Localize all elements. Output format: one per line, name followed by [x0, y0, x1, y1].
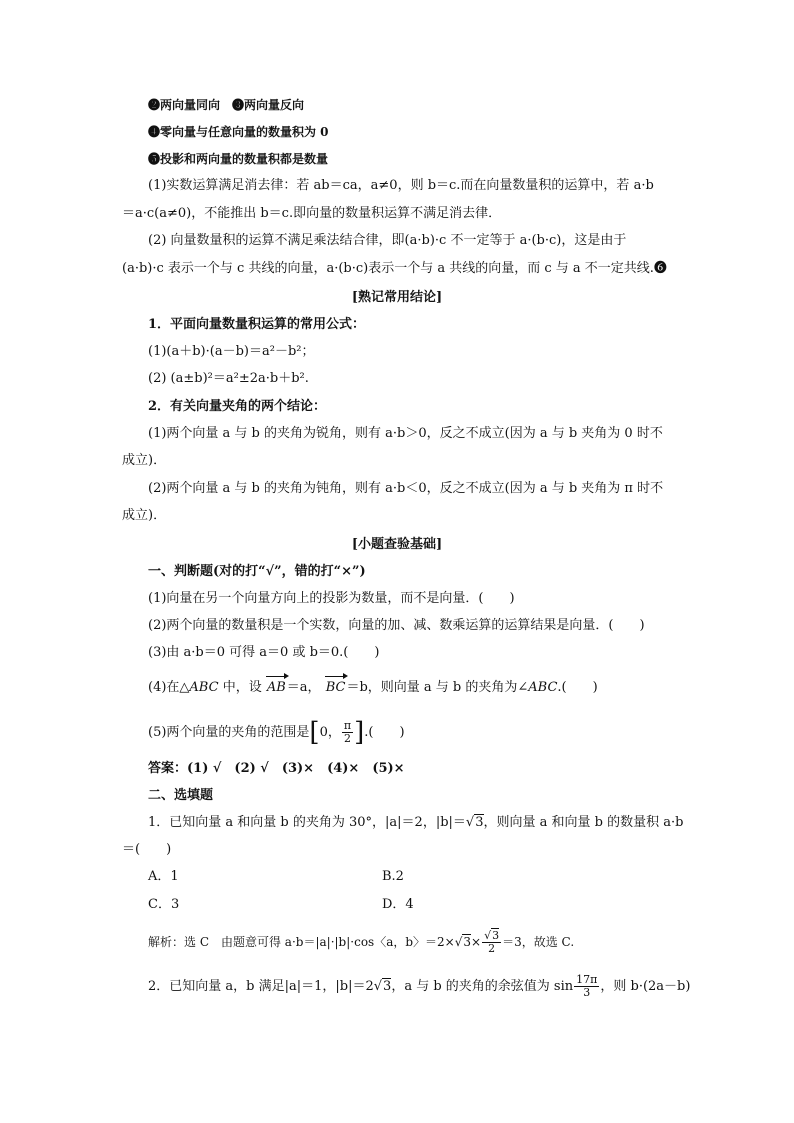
mc2-mid: ，a 与 b 的夹角的余弦值为 sin: [391, 979, 574, 994]
triangle-abc: ABC: [189, 680, 219, 695]
formula-1: (1)(a＋b)·(a－b)＝a²－b²；: [148, 344, 315, 359]
option-a: A．1: [148, 869, 179, 884]
conclusion-obtuse-line-1: (2)两个向量 a 与 b 的夹角为钝角，则有 a·b＜0，反之不成立(因为 a 与 b 夹角为 π 时不: [148, 481, 664, 496]
mc1-suffix: ，则向量 a 和向量 b 的数量积 a·b: [483, 815, 684, 830]
conclusion-1-heading: 1．平面向量数量积运算的常用公式：: [148, 317, 366, 332]
option-b: B.2: [382, 869, 404, 884]
option-d: D．4: [382, 897, 414, 912]
fraction-numerator: √3: [484, 929, 500, 942]
solution-prefix: 解析：选 C 由题意可得 a·b＝|a|·|b|·cos〈a，b〉＝2×: [148, 935, 455, 949]
true-false-title: 一、判断题(对的打“√”，错的打“×”): [148, 564, 366, 579]
fraction-denominator: 3: [583, 986, 591, 999]
mc1-prefix: 1．已知向量 a 和向量 b 的夹角为 30°，|a|＝2，|b|＝: [148, 815, 466, 830]
multiple-choice-title: 二、选填题: [148, 788, 214, 803]
conclusion-acute-line-2: 成立)．: [122, 453, 167, 468]
q4-mid-1: 中，设: [218, 680, 266, 695]
q4-end: .( ): [557, 680, 598, 695]
para-2-line-2: (a·b)·c 表示一个与 c 共线的向量，a·(b·c)表示一个与 a 共线的向量，而 c 与 a 不一定共线.❻: [122, 261, 667, 276]
q5-end: .( ): [364, 725, 405, 740]
para-1-line-1: (1)实数运算满足消去律：若 ab＝ca，a≠0，则 b＝c.而在向量数量积的运算中，若 a·b: [148, 178, 654, 193]
conclusion-acute-line-1: (1)两个向量 a 与 b 的夹角为锐角，则有 a·b＞0，反之不成立(因为 a 与 b 夹角为 0 时不: [148, 426, 663, 441]
question-3: (3)由 a·b＝0 可得 a＝0 或 b＝0.( ): [148, 645, 380, 660]
para-1-line-2: ＝a·c(a≠0)，不能推出 b＝c.即向量的数量积运算不满足消去律．: [122, 206, 502, 221]
question-1: (1)向量在另一个向量方向上的投影为数量，而不是向量．( ): [148, 591, 515, 606]
fraction-numerator: 17π: [576, 973, 598, 986]
answer-line: 答案：(1) √ (2) √ (3)× (4)× (5)×: [148, 761, 405, 776]
right-bracket: ]: [354, 717, 365, 748]
option-c: C．3: [148, 897, 180, 912]
conclusion-2-heading: 2．有关向量夹角的两个结论：: [148, 399, 327, 414]
q4-prefix: (4)在△: [148, 680, 190, 695]
fraction-denominator: 2: [343, 732, 351, 745]
angle-abc: ABC: [528, 680, 558, 695]
mc2-sqrt-3: 3: [383, 979, 392, 994]
q5-zero: 0，: [319, 725, 341, 740]
solution-suffix: ＝3，故选 C.: [502, 935, 575, 949]
mc2-prefix: 2．已知向量 a，b 满足|a|＝1，|b|＝2: [148, 979, 374, 994]
q4-mid-3: ＝b，则向量 a 与 b 的夹角为∠: [346, 680, 529, 695]
note-5: ❺投影和两向量的数量积都是数量: [148, 152, 329, 166]
sqrt-3: 3: [475, 815, 484, 830]
solution-sqrt-3: 3: [463, 935, 472, 949]
question-5: [148, 717, 405, 748]
left-bracket: [: [309, 717, 320, 748]
vector-ab: AB: [266, 680, 286, 695]
pi-over-2-fraction: [342, 720, 353, 745]
fraction-numerator: π: [343, 719, 352, 732]
conclusions-heading: [熟记常用结论]: [351, 290, 443, 305]
question-4: [148, 679, 598, 697]
question-2: (2)两个向量的数量积是一个实数，向量的加、减、数乘运算的运算结果是向量．( ): [148, 618, 645, 633]
mc-question-1-line-1: 1．已知向量 a 和向量 b 的夹角为 30°，|a|＝2，|b|＝√3，则向量 a 和向量 b 的数量积 a·b: [148, 815, 684, 830]
formula-2: (2) (a±b)²＝a²±2a·b＋b².: [148, 371, 309, 386]
q4-mid-2: ＝a，: [286, 680, 321, 695]
mc2-suffix: ，则 b·(2a－b): [600, 979, 691, 994]
sqrt3-over-2-fraction: [482, 930, 501, 955]
solution-times: ×: [471, 935, 482, 949]
note-4: ❹零向量与任意向量的数量积为 0: [148, 125, 329, 139]
solution-line: 解析：选 C 由题意可得 a·b＝|a|·|b|·cos〈a，b〉＝2×√3× $\frac{√3}{2}$ ＝3，故选 C.: [148, 929, 575, 955]
fraction-denominator: 2: [488, 942, 496, 955]
17pi-over-3-fraction: [574, 974, 599, 999]
quiz-heading: [小题查验基础]: [351, 537, 443, 552]
q5-prefix: (5)两个向量的夹角的范围是: [148, 725, 310, 740]
mc-question-1-line-2: ＝( ): [122, 842, 172, 857]
conclusion-obtuse-line-2: 成立)．: [122, 508, 167, 523]
mc-question-2-line-1: 2．已知向量 a，b 满足|a|＝1，|b|＝2√3，a 与 b 的夹角的余弦值为 sin $\frac{17\pi}{3}$ ，则 b·(2a－b): [148, 973, 691, 999]
para-2-line-1: (2) 向量数量积的运算不满足乘法结合律，即(a·b)·c 不一定等于 a·(b·c)，这是由于: [148, 233, 627, 248]
vector-bc: BC: [325, 680, 346, 695]
note-2-3: ❷两向量同向 ❸两向量反向: [148, 98, 305, 112]
